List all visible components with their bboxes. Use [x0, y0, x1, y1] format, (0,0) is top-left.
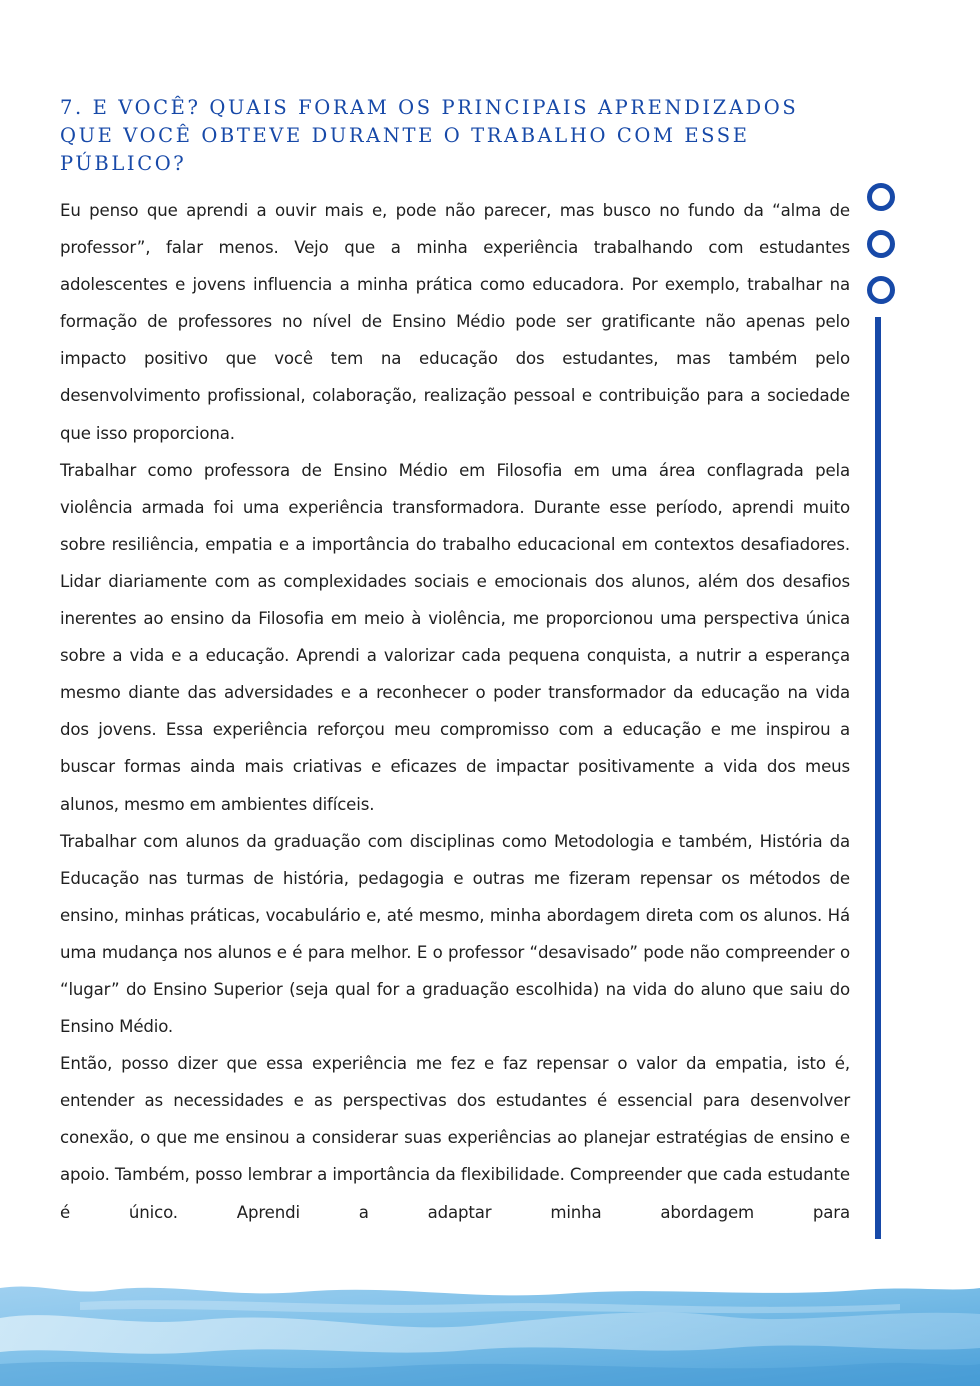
paragraph-4: Então, posso dizer que essa experiência me fez e faz repensar o valor da empatia, isto é, entender as necessidades e as perspectivas dos estudantes é essencial para desenvolver conexão, o que me ensinou a considerar suas experiências ao planejar estratégias de ensino e apoio. Também, posso lembrar a importância da flexibilidade. Compreender que cada estudante é único. Aprendi a adaptar minha abordagem para	[60, 1054, 850, 1222]
body-text	[60, 192, 850, 1231]
paragraph-1: Eu penso que aprendi a ouvir mais e, pode não parecer, mas busco no fundo da “alma de professor”, falar menos. Vejo que a minha experiência trabalhando com estudantes adolescentes e jovens influencia a minha prática como educadora. Por exemplo, trabalhar na formação de professores no nível de Ensino Médio pode ser gratificante não apenas pelo impacto positivo que você tem na educação dos estudantes, mas também pelo desenvolvimento profissional, colaboração, realização pessoal e contribuição para a sociedade que isso proporciona.	[60, 201, 850, 443]
watercolor-footer	[0, 1278, 980, 1386]
paragraph-3: Trabalhar com alunos da graduação com disciplinas como Metodologia e também, História da Educação nas turmas de história, pedagogia e outras me fizeram repensar os métodos de ensino, minhas práticas, vocabulário e, até mesmo, minha abordagem direta com os alunos. Há uma mudança nos alunos e é para melhor. E o professor “desavisado” pode não compreender o “lugar” do Ensino Superior (seja qual for a graduação escolhida) na vida do aluno que saiu do Ensino Médio.	[60, 831, 850, 1037]
section-heading: 7. E VOCÊ? QUAIS FORAM OS PRINCIPAIS APRENDIZADOS QUE VOCÊ OBTEVE DURANTE O TRABALHO COM ESSE PÚBLICO?	[60, 96, 799, 175]
ring-icon	[867, 183, 895, 211]
ring-icon	[867, 230, 895, 258]
decorative-sidebar	[866, 183, 900, 1243]
paragraph-2: Trabalhar como professora de Ensino Médio em Filosofia em uma área conflagrada pela violência armada foi uma experiência transformadora. Durante esse período, aprendi muito sobre resiliência, empatia e a importância do trabalho educacional em contextos desafiadores. Lidar diariamente com as complexidades sociais e emocionais dos alunos, além dos desafios inerentes ao ensino da Filosofia em meio à violência, me proporcionou uma perspectiva única sobre a vida e a educação. Aprendi a valorizar cada pequena conquista, a nutrir a esperança mesmo diante das adversidades e a reconhecer o poder transformador da educação na vida dos jovens. Essa experiência reforçou meu compromisso com a educação e me inspirou a buscar formas ainda mais criativas e eficazes de impactar positivamente a vida dos meus alunos, mesmo em ambientes difíceis.	[60, 460, 850, 814]
vertical-divider	[875, 317, 881, 1239]
ring-icon	[867, 276, 895, 304]
